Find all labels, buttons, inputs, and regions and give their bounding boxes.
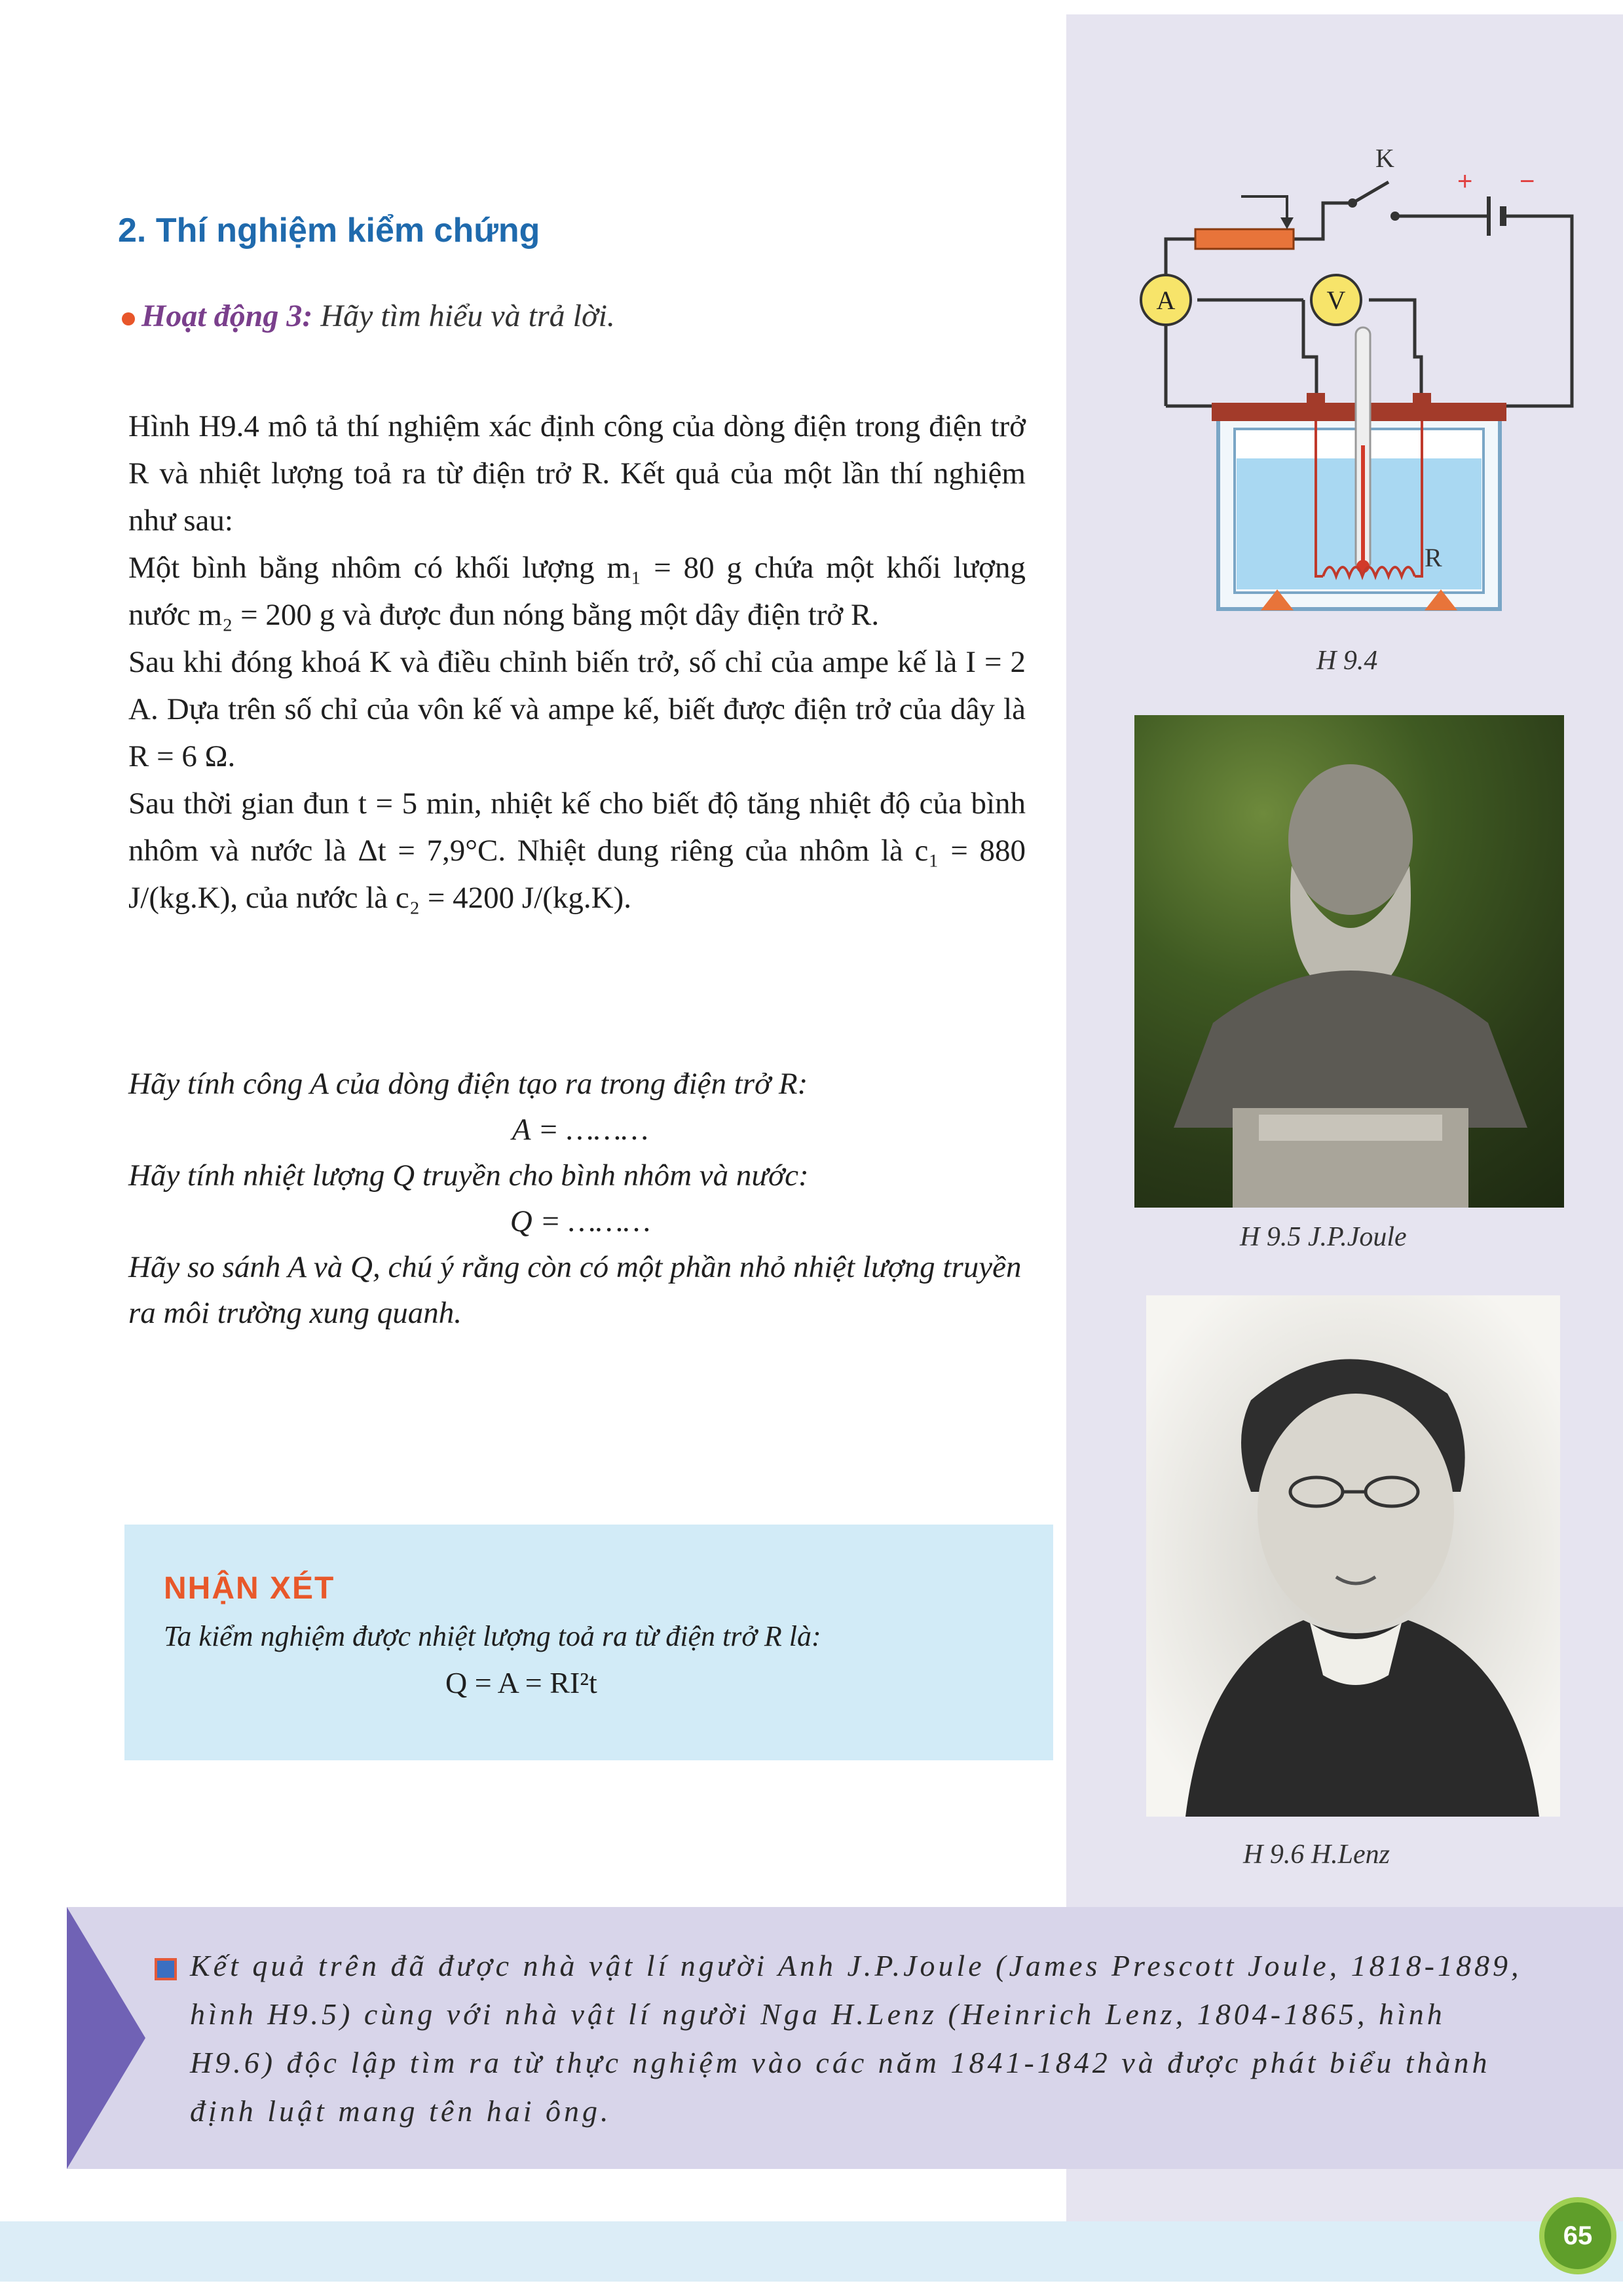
label-minus: − [1520, 167, 1535, 196]
question-compare: Hãy so sánh A và Q, chú ý rằng còn có một phần nhỏ nhiệt lượng truyền ra môi trường xung quanh. [128, 1250, 1022, 1330]
label-a: A [1156, 286, 1176, 315]
rheostat [1195, 229, 1294, 249]
lenz-portrait [1146, 1295, 1560, 1817]
bullet-dot-icon [122, 312, 135, 325]
bottom-band [0, 2221, 1623, 2282]
label-plus: + [1457, 167, 1473, 196]
label-k: K [1375, 143, 1394, 173]
activity-line [122, 298, 615, 334]
portrait-illustration [1146, 1295, 1560, 1817]
banner-bullet-icon [155, 1958, 177, 1980]
activity-label: Hoạt động 3: [141, 299, 313, 333]
answer-work: A = ……… [512, 1113, 649, 1147]
caption-h95: H 9.5 J.P.Joule [1240, 1222, 1407, 1252]
questions [128, 1061, 1032, 1336]
banner-text: Kết quả trên đã được nhà vật lí người Anh J.P.Joule (James Prescott Joule, 1818-1889, hình H9.5) cùng với nhà vật lí người Nga H.Lenz (Heinrich Lenz, 1804-1865, hình H9.6) độc lập tìm ra từ thực nghiệm vào các năm 1841-1842 và được phát biểu thành định luật mang tên hai ông. [190, 1949, 1522, 2128]
caption-h96: H 9.6 H.Lenz [1243, 1840, 1390, 1870]
caption-h94: H 9.4 [1316, 646, 1378, 676]
note-formula: Q = A = RI²t [445, 1666, 597, 1699]
banner-arrow-icon [67, 1907, 152, 2169]
answer-heat: Q = ……… [510, 1204, 651, 1238]
note-title: NHẬN XÉT [164, 1571, 335, 1606]
body-text [128, 403, 1026, 921]
bust-illustration [1134, 715, 1564, 1208]
section-heading: 2. Thí nghiệm kiểm chứng [118, 212, 540, 250]
label-r: R [1425, 543, 1442, 572]
circuit-diagram [1127, 143, 1598, 648]
note-text: Ta kiểm nghiệm được nhiệt lượng toả ra từ điện trở R là: [164, 1620, 821, 1652]
page-number-badge: 65 [1539, 2197, 1616, 2274]
question-work: Hãy tính công A của dòng điện tạo ra trong điện trở R: [128, 1067, 808, 1101]
activity-text: Hãy tìm hiểu và trả lời. [320, 299, 615, 333]
paragraph: Sau thời gian đun t = 5 min, nhiệt kế cho biết độ tăng nhiệt độ của bình nhôm và nước là Δt = 7,9°C. Nhiệt dung riêng của nhôm là c₁ = 880 J/(kg.K), của nước là c₂ = 4200 J/(kg.K). [128, 787, 1026, 915]
note-box [124, 1525, 1053, 1760]
paragraph: Hình H9.4 mô tả thí nghiệm xác định công của dòng điện trong điện trở R và nhiệt lượng toả ra từ điện trở R. Kết quả của một lần thí nghiệm như sau: [128, 409, 1026, 538]
label-v: V [1326, 286, 1346, 315]
paragraph: Sau khi đóng khoá K và điều chỉnh biến trở, số chỉ của ampe kế là I = 2 A. Dựa trên số chỉ của vôn kế và ampe kế, biết được điện trở của dây là R = 6 Ω. [128, 645, 1026, 773]
joule-bust-photo [1134, 715, 1564, 1208]
paragraph: Một bình bằng nhôm có khối lượng m₁ = 80 g chứa một khối lượng nước m₂ = 200 g và được đun nóng bằng một dây điện trở R. [128, 551, 1026, 632]
question-heat: Hãy tính nhiệt lượng Q truyền cho bình nhôm và nước: [128, 1158, 809, 1193]
